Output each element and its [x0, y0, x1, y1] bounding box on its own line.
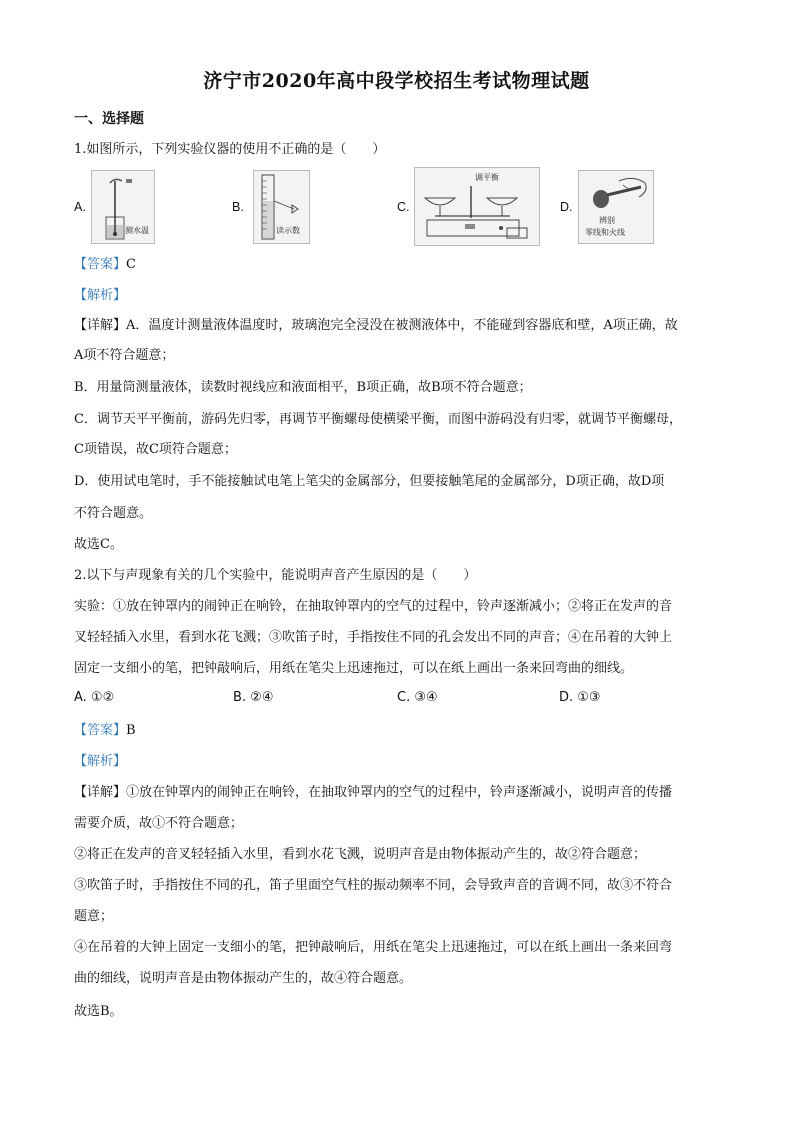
- section-heading: 一、选择题: [74, 111, 144, 127]
- q1-detail-line-2: A项不符合题意；: [74, 348, 175, 363]
- test-pen-figure: [578, 170, 654, 244]
- q2-body-line-1: 实验：①放在钟罩内的闹钟正在响铃，在抽取钟罩内的空气的过程中，铃声逐渐减小；②将正在发声的音: [74, 599, 673, 614]
- q1-detail-line-6: D．使用试电笔时，手不能接触试电笔上笔尖的金属部分，但要接触笔尾的金属部分，D项正确，故D项: [74, 474, 665, 489]
- q2-conclusion: 故选B。: [74, 1004, 123, 1019]
- answer-tag: 【答案】: [74, 723, 127, 738]
- q1-stem: 1.如图所示，下列实验仪器的使用不正确的是（ ）: [74, 142, 386, 157]
- q1-answer-value: C: [126, 257, 136, 272]
- q2-choice-c: C. ③④: [397, 690, 438, 705]
- q1-detail-line-7: 不符合题意。: [74, 506, 153, 521]
- thermometer-figure: [91, 170, 155, 244]
- detail-tag: 【详解】: [74, 785, 127, 800]
- q1-detail-line-1: [74, 316, 678, 336]
- q2-analysis-tag: 【解析】: [74, 754, 127, 769]
- q2-choice-b: B. ②④: [233, 690, 274, 705]
- q1-detail-line-3: B．用量筒测量液体，读数时视线应和液面相平，B项正确，故B项不符合题意；: [74, 380, 532, 395]
- q2-answer: [74, 721, 136, 741]
- q2-choice-d: D. ①③: [559, 690, 601, 705]
- q2-detail-line-4: ③吹笛子时，手指按住不同的孔，笛子里面空气柱的振动频率不同，会导致声音的音调不同，故③不符合: [74, 878, 673, 893]
- q2-body-line-2: 叉轻轻插入水里，看到水花飞溅；③吹笛子时，手指按住不同的孔会发出不同的声音；④在吊着的大钟上: [74, 630, 673, 645]
- q2-detail-line-3: ②将正在发声的音叉轻轻插入水里，看到水花飞溅，说明声音是由物体振动产生的，故②符合题意；: [74, 847, 647, 862]
- q2-detail-line-5: 题意；: [74, 909, 114, 924]
- q2-detail-line-2: 需要介质，故①不符合题意；: [74, 816, 244, 831]
- q1-option-d-label: D.: [560, 200, 573, 214]
- q2-detail-line-6: ④在吊着的大钟上固定一支细小的笔，把钟敲响后，用纸在笔尖上迅速拖过，可以在纸上画出一条来回弯: [74, 940, 673, 955]
- test-pen-caption-2: 零线和火线: [585, 228, 625, 237]
- q2-choice-a: A. ①②: [74, 690, 115, 705]
- q1-answer: [74, 255, 136, 275]
- q1-detail-text-1: A．温度计测量液体温度时，玻璃泡完全浸没在被测液体中，不能碰到容器底和壁，A项正确，故: [126, 318, 678, 333]
- balance-caption: 调平衡: [475, 173, 499, 182]
- q2-detail-line-1: [74, 783, 672, 803]
- cylinder-caption: 读示数: [276, 226, 300, 235]
- q1-conclusion: 故选C。: [74, 537, 123, 552]
- detail-tag: 【详解】: [74, 318, 127, 333]
- test-pen-caption-1: 辨别: [599, 216, 615, 225]
- q1-option-b-label: B.: [232, 200, 244, 214]
- q2-body-line-3: 固定一支细小的笔，把钟敲响后，用纸在笔尖上迅速拖过，可以在纸上画出一条来回弯曲的细线。: [74, 661, 634, 676]
- graduated-cylinder-figure: [253, 170, 310, 244]
- q1-analysis-tag: 【解析】: [74, 288, 127, 303]
- q1-detail-line-4: C．调节天平平衡前，游码先归零，再调节平衡螺母使横梁平衡，而图中游码没有归零，就调节平衡螺母，: [74, 412, 682, 427]
- q2-stem: 2.以下与声现象有关的几个实验中，能说明声音产生原因的是（ ）: [74, 568, 477, 583]
- q1-detail-line-5: C项错误，故C项符合题意；: [74, 442, 237, 457]
- document-title: 济宁市2020年高中段学校招生考试物理试题: [203, 70, 590, 92]
- answer-tag: 【答案】: [74, 257, 127, 272]
- q1-option-a-label: A.: [74, 200, 86, 214]
- q2-answer-value: B: [126, 723, 136, 738]
- q2-detail-line-7: 曲的细线，说明声音是由物体振动产生的，故④符合题意。: [74, 971, 413, 986]
- balance-figure: [414, 167, 540, 246]
- q1-option-c-label: C.: [397, 200, 410, 214]
- q2-detail-text-1: ①放在钟罩内的闹钟正在响铃，在抽取钟罩内的空气的过程中，铃声逐渐减小，说明声音的传播: [126, 785, 673, 800]
- thermometer-caption: 测水温: [125, 226, 149, 235]
